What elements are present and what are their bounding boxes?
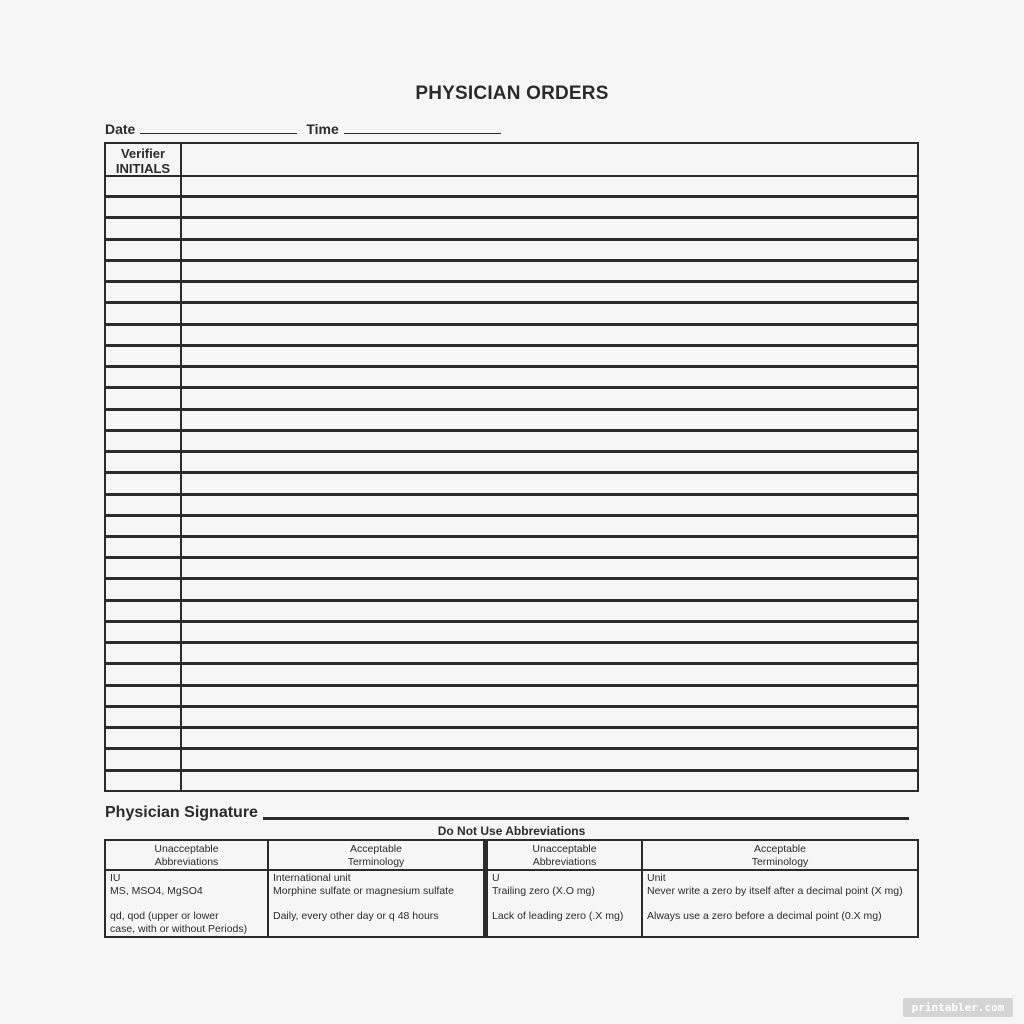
abbreviations-table [104,839,919,938]
order-entry-cell[interactable] [182,538,917,556]
order-row [106,347,917,368]
order-entry-cell[interactable] [182,241,917,259]
verifier-label: Verifier [120,146,166,161]
order-entry-cell[interactable] [182,219,917,237]
verifier-initials-cell[interactable] [106,198,182,216]
watermark: printabler.com [903,998,1013,1017]
verifier-initials-cell[interactable] [106,474,182,492]
abbr-column-header [488,841,641,871]
abbr-entry: Morphine sulfate or magnesium sulfate [273,884,454,897]
verifier-initials-cell[interactable] [106,750,182,768]
order-row [106,304,917,325]
verifier-initials-cell[interactable] [106,219,182,237]
order-entry-cell[interactable] [182,262,917,280]
order-entry-cell[interactable] [182,347,917,365]
order-entry-cell[interactable] [182,453,917,471]
order-row [106,665,917,686]
abbr-column-header [643,841,917,871]
order-entry-cell[interactable] [182,326,917,344]
verifier-initials-cell[interactable] [106,241,182,259]
abbr-entry: qd, qod (upper or lower [110,910,219,922]
order-row [106,644,917,665]
abbr-entry: IU [110,872,121,884]
verifier-initials-cell[interactable] [106,559,182,577]
abbr-entry: Unit [647,872,666,884]
verifier-initials-cell[interactable] [106,368,182,386]
order-entry-cell[interactable] [182,665,917,683]
verifier-initials-cell[interactable] [106,453,182,471]
date-label: Date [105,121,136,137]
order-entry-cell[interactable] [182,411,917,429]
order-header-cell [182,144,917,175]
verifier-initials-cell[interactable] [106,644,182,662]
order-entry-cell[interactable] [182,559,917,577]
order-entry-cell[interactable] [182,517,917,535]
header-line: Unacceptable [532,843,597,855]
abbr-entry: Lack of leading zero (.X mg) [492,910,624,922]
verifier-initials-cell[interactable] [106,538,182,556]
order-row [106,538,917,559]
order-row [106,517,917,538]
verifier-initials-cell[interactable] [106,580,182,598]
order-entry-cell[interactable] [182,198,917,216]
abbr-entry: Daily, every other day or q 48 hours [273,910,439,922]
abbr-entry: Always use a zero before a decimal point (0.X mg) [647,910,882,922]
abbr-entry: case, with or without Periods) [110,922,248,935]
verifier-initials-cell[interactable] [106,326,182,344]
verifier-initials-cell[interactable] [106,729,182,747]
order-row [106,623,917,644]
time-field[interactable] [344,121,501,134]
order-row [106,708,917,729]
abbr-entry: U [492,872,500,884]
order-entry-cell[interactable] [182,368,917,386]
order-entry-cell[interactable] [182,432,917,450]
order-row [106,241,917,262]
orders-header-row [106,144,917,177]
order-row [106,496,917,517]
verifier-initials-cell[interactable] [106,283,182,301]
header-line: Abbreviations [532,855,597,868]
order-row [106,326,917,347]
verifier-initials-cell[interactable] [106,708,182,726]
order-row [106,580,917,601]
abbr-column-body [106,871,267,935]
header-line: Acceptable [350,843,402,855]
header-line: Terminology [751,855,809,868]
order-entry-cell[interactable] [182,177,917,195]
verifier-initials-cell[interactable] [106,496,182,514]
verifier-initials-cell[interactable] [106,517,182,535]
abbr-column-body [488,871,641,923]
order-entry-cell[interactable] [182,687,917,705]
order-entry-cell[interactable] [182,304,917,322]
signature-label: Physician Signature [105,804,258,821]
order-entry-cell[interactable] [182,729,917,747]
verifier-initials-cell[interactable] [106,623,182,641]
abbr-entry: Trailing zero (X.O mg) [492,884,595,897]
order-row [106,283,917,304]
abbr-column-unacceptable-2 [488,841,643,936]
order-row [106,474,917,495]
abbr-column-acceptable-1 [269,841,488,936]
order-row [106,389,917,410]
order-entry-cell[interactable] [182,644,917,662]
order-row [106,453,917,474]
order-row [106,198,917,219]
order-entry-cell[interactable] [182,580,917,598]
order-row [106,602,917,623]
verifier-initials-cell[interactable] [106,304,182,322]
order-entry-cell[interactable] [182,602,917,620]
date-time-line [105,121,510,137]
order-row [106,559,917,580]
verifier-initials-cell[interactable] [106,665,182,683]
verifier-initials-cell[interactable] [106,262,182,280]
order-entry-cell[interactable] [182,623,917,641]
order-row [106,772,917,790]
form-title: PHYSICIAN ORDERS [415,83,609,104]
order-row [106,219,917,240]
abbr-entry: Never write a zero by itself after a decimal point (X mg) [647,884,903,897]
abbr-column-body [643,871,917,923]
header-line: Acceptable [754,843,806,855]
verifier-initials-cell[interactable] [106,687,182,705]
order-row [106,368,917,389]
order-row [106,750,917,771]
time-label: Time [306,121,339,137]
verifier-initials-cell[interactable] [106,602,182,620]
header-line: Abbreviations [154,855,219,868]
abbreviations-title: Do Not Use Abbreviations [437,824,586,838]
order-row [106,411,917,432]
order-row [106,432,917,453]
orders-body [106,177,917,790]
order-entry-cell[interactable] [182,496,917,514]
abbr-column-unacceptable-1 [106,841,269,936]
order-entry-cell[interactable] [182,708,917,726]
orders-table [104,142,919,792]
verifier-initials-cell[interactable] [106,177,182,195]
abbr-column-body [269,871,483,923]
abbr-column-header [269,841,483,871]
date-field[interactable] [140,121,297,134]
verifier-initials-cell[interactable] [106,432,182,450]
verifier-initials-cell[interactable] [106,347,182,365]
order-entry-cell[interactable] [182,283,917,301]
abbr-entry: International unit [273,872,351,884]
verifier-initials-header [106,144,182,175]
signature-field[interactable] [263,817,909,820]
order-entry-cell[interactable] [182,474,917,492]
abbr-column-header [106,841,267,871]
order-row [106,177,917,198]
physician-signature [105,804,909,822]
header-line: Unacceptable [154,843,219,855]
order-row [106,262,917,283]
order-entry-cell[interactable] [182,389,917,407]
order-row [106,687,917,708]
abbr-column-acceptable-2 [643,841,917,936]
order-row [106,729,917,750]
abbr-entry: MS, MSO4, MgSO4 [110,884,203,897]
initials-label: INITIALS [115,161,171,176]
verifier-initials-cell[interactable] [106,772,182,790]
order-entry-cell[interactable] [182,772,917,790]
order-entry-cell[interactable] [182,750,917,768]
verifier-initials-cell[interactable] [106,411,182,429]
header-line: Terminology [347,855,405,868]
verifier-initials-cell[interactable] [106,389,182,407]
